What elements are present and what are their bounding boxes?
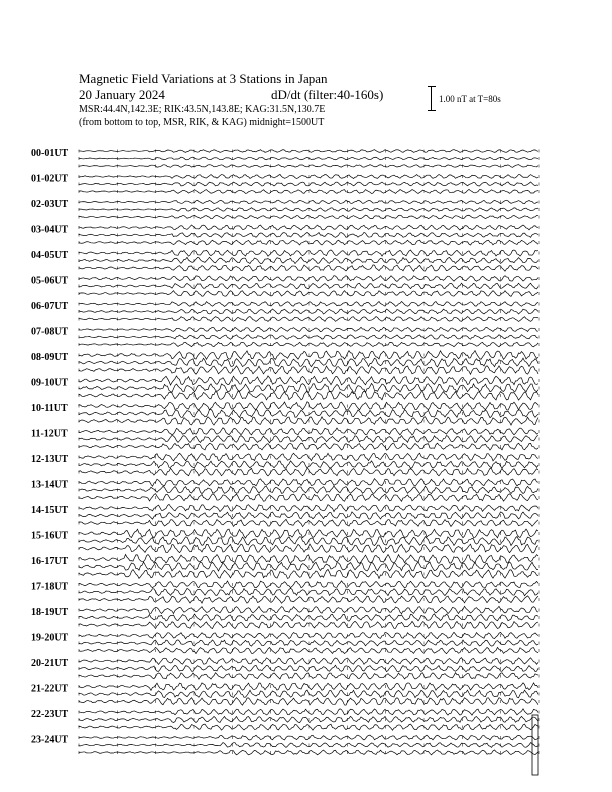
trace-kag: [79, 376, 538, 385]
trace-rik: [79, 208, 538, 212]
trace-kag: [79, 479, 538, 487]
trace-msr: [79, 417, 538, 425]
row-label: 10-11UT: [31, 403, 68, 414]
row-label: 07-08UT: [31, 326, 69, 338]
clipped-trace-marker: [532, 715, 538, 775]
trace-rik: [79, 409, 538, 417]
trace-rik: [79, 335, 538, 340]
trace-rik: [79, 614, 538, 621]
station-coordinates: MSR:44.4N,142.3E; RIK:43.5N,143.8E; KAG:31.5N,130.7E: [79, 104, 326, 115]
trace-kag: [79, 683, 538, 691]
trace-kag: [79, 302, 538, 307]
station-order-note: (from bottom to top, MSR, RIK, & KAG) midnight=1500UT: [79, 117, 325, 128]
row-label: 13-14UT: [31, 479, 69, 491]
trace-kag: [79, 581, 538, 588]
trace-msr: [79, 240, 538, 245]
row-label: 22-23UT: [31, 709, 69, 720]
row-label: 00-01UT: [31, 148, 69, 159]
minute-ticks: [79, 438, 539, 441]
trace-msr: [79, 215, 538, 219]
trace-rik: [79, 486, 538, 494]
minute-ticks: [79, 430, 539, 433]
row-label: 06-07UT: [31, 301, 69, 312]
trace-rik: [79, 743, 538, 748]
row-label: 05-06UT: [31, 275, 69, 287]
trace-rik: [79, 665, 538, 672]
row-label: 11-12UT: [31, 428, 68, 440]
row-label: 17-18UT: [31, 581, 69, 593]
trace-rik: [79, 512, 538, 519]
trace-msr: [79, 468, 538, 476]
scale-label: 1.00 nT at T=80s: [439, 94, 501, 104]
trace-rik: [79, 716, 538, 722]
minute-ticks: [79, 303, 539, 306]
trace-msr: [79, 569, 538, 578]
row-label: 18-19UT: [31, 607, 69, 618]
trace-msr: [79, 647, 538, 653]
row-label: 15-16UT: [31, 530, 69, 542]
trace-kag: [79, 504, 538, 511]
trace-msr: [79, 189, 538, 193]
trace-rik: [79, 309, 538, 314]
trace-kag: [79, 327, 538, 331]
trace-kag: [79, 150, 538, 153]
trace-rik: [79, 588, 538, 595]
row-label: 14-15UT: [31, 505, 69, 516]
trace-kag: [79, 276, 538, 282]
trace-rik: [79, 536, 538, 545]
trace-rik: [79, 283, 538, 289]
trace-msr: [79, 621, 538, 628]
trace-kag: [79, 225, 538, 230]
trace-kag: [79, 428, 538, 435]
trace-kag: [79, 709, 538, 715]
trace-rik: [79, 640, 538, 646]
row-label: 19-20UT: [31, 632, 69, 644]
trace-kag: [79, 554, 538, 563]
trace-kag: [79, 175, 538, 179]
row-label: 01-02UT: [31, 173, 69, 185]
minute-ticks: [79, 565, 539, 568]
row-label: 21-22UT: [31, 683, 69, 695]
trace-msr: [79, 673, 538, 680]
trace-kag: [79, 606, 538, 613]
row-label: 16-17UT: [31, 556, 69, 567]
row-label: 02-03UT: [31, 199, 69, 210]
trace-msr: [79, 519, 538, 526]
trace-msr: [79, 291, 538, 297]
row-label: 20-21UT: [31, 658, 69, 669]
row-label: 09-10UT: [31, 377, 69, 389]
trace-kag: [79, 402, 538, 410]
trace-kag: [79, 632, 538, 638]
trace-kag: [79, 735, 538, 740]
trace-rik: [79, 257, 538, 263]
trace-msr: [79, 544, 538, 553]
component-label: dD/dt (filter:40-160s): [271, 87, 384, 102]
trace-msr: [79, 366, 538, 375]
trace-msr: [79, 443, 538, 450]
trace-kag: [79, 250, 538, 256]
row-label: 08-09UT: [31, 352, 69, 363]
trace-kag: [79, 529, 538, 538]
chart-title: Magnetic Field Variations at 3 Stations in Japan: [79, 71, 328, 86]
trace-rik: [79, 690, 538, 698]
trace-kag: [79, 453, 538, 461]
trace-msr: [79, 596, 538, 603]
trace-msr: [79, 317, 538, 322]
trace-rik: [79, 461, 538, 469]
trace-rik: [79, 562, 538, 571]
trace-rik: [79, 182, 538, 186]
row-label: 23-24UT: [31, 734, 69, 746]
trace-msr: [79, 698, 538, 705]
trace-kag: [79, 200, 538, 204]
trace-msr: [79, 724, 538, 730]
trace-kag: [79, 658, 538, 665]
trace-msr: [79, 494, 538, 502]
trace-msr: [79, 165, 538, 168]
row-label: 04-05UT: [31, 250, 69, 261]
trace-msr: [79, 265, 538, 271]
date-label: 20 January 2024: [79, 87, 165, 102]
trace-rik: [79, 435, 538, 442]
row-label: 03-04UT: [31, 224, 69, 236]
trace-rik: [79, 232, 538, 237]
trace-kag: [79, 351, 538, 360]
trace-msr: [79, 342, 538, 347]
trace-rik: [79, 157, 538, 160]
trace-rik: [79, 358, 538, 367]
trace-msr: [79, 750, 538, 755]
minute-ticks: [79, 369, 539, 372]
row-label: 12-13UT: [31, 454, 69, 465]
